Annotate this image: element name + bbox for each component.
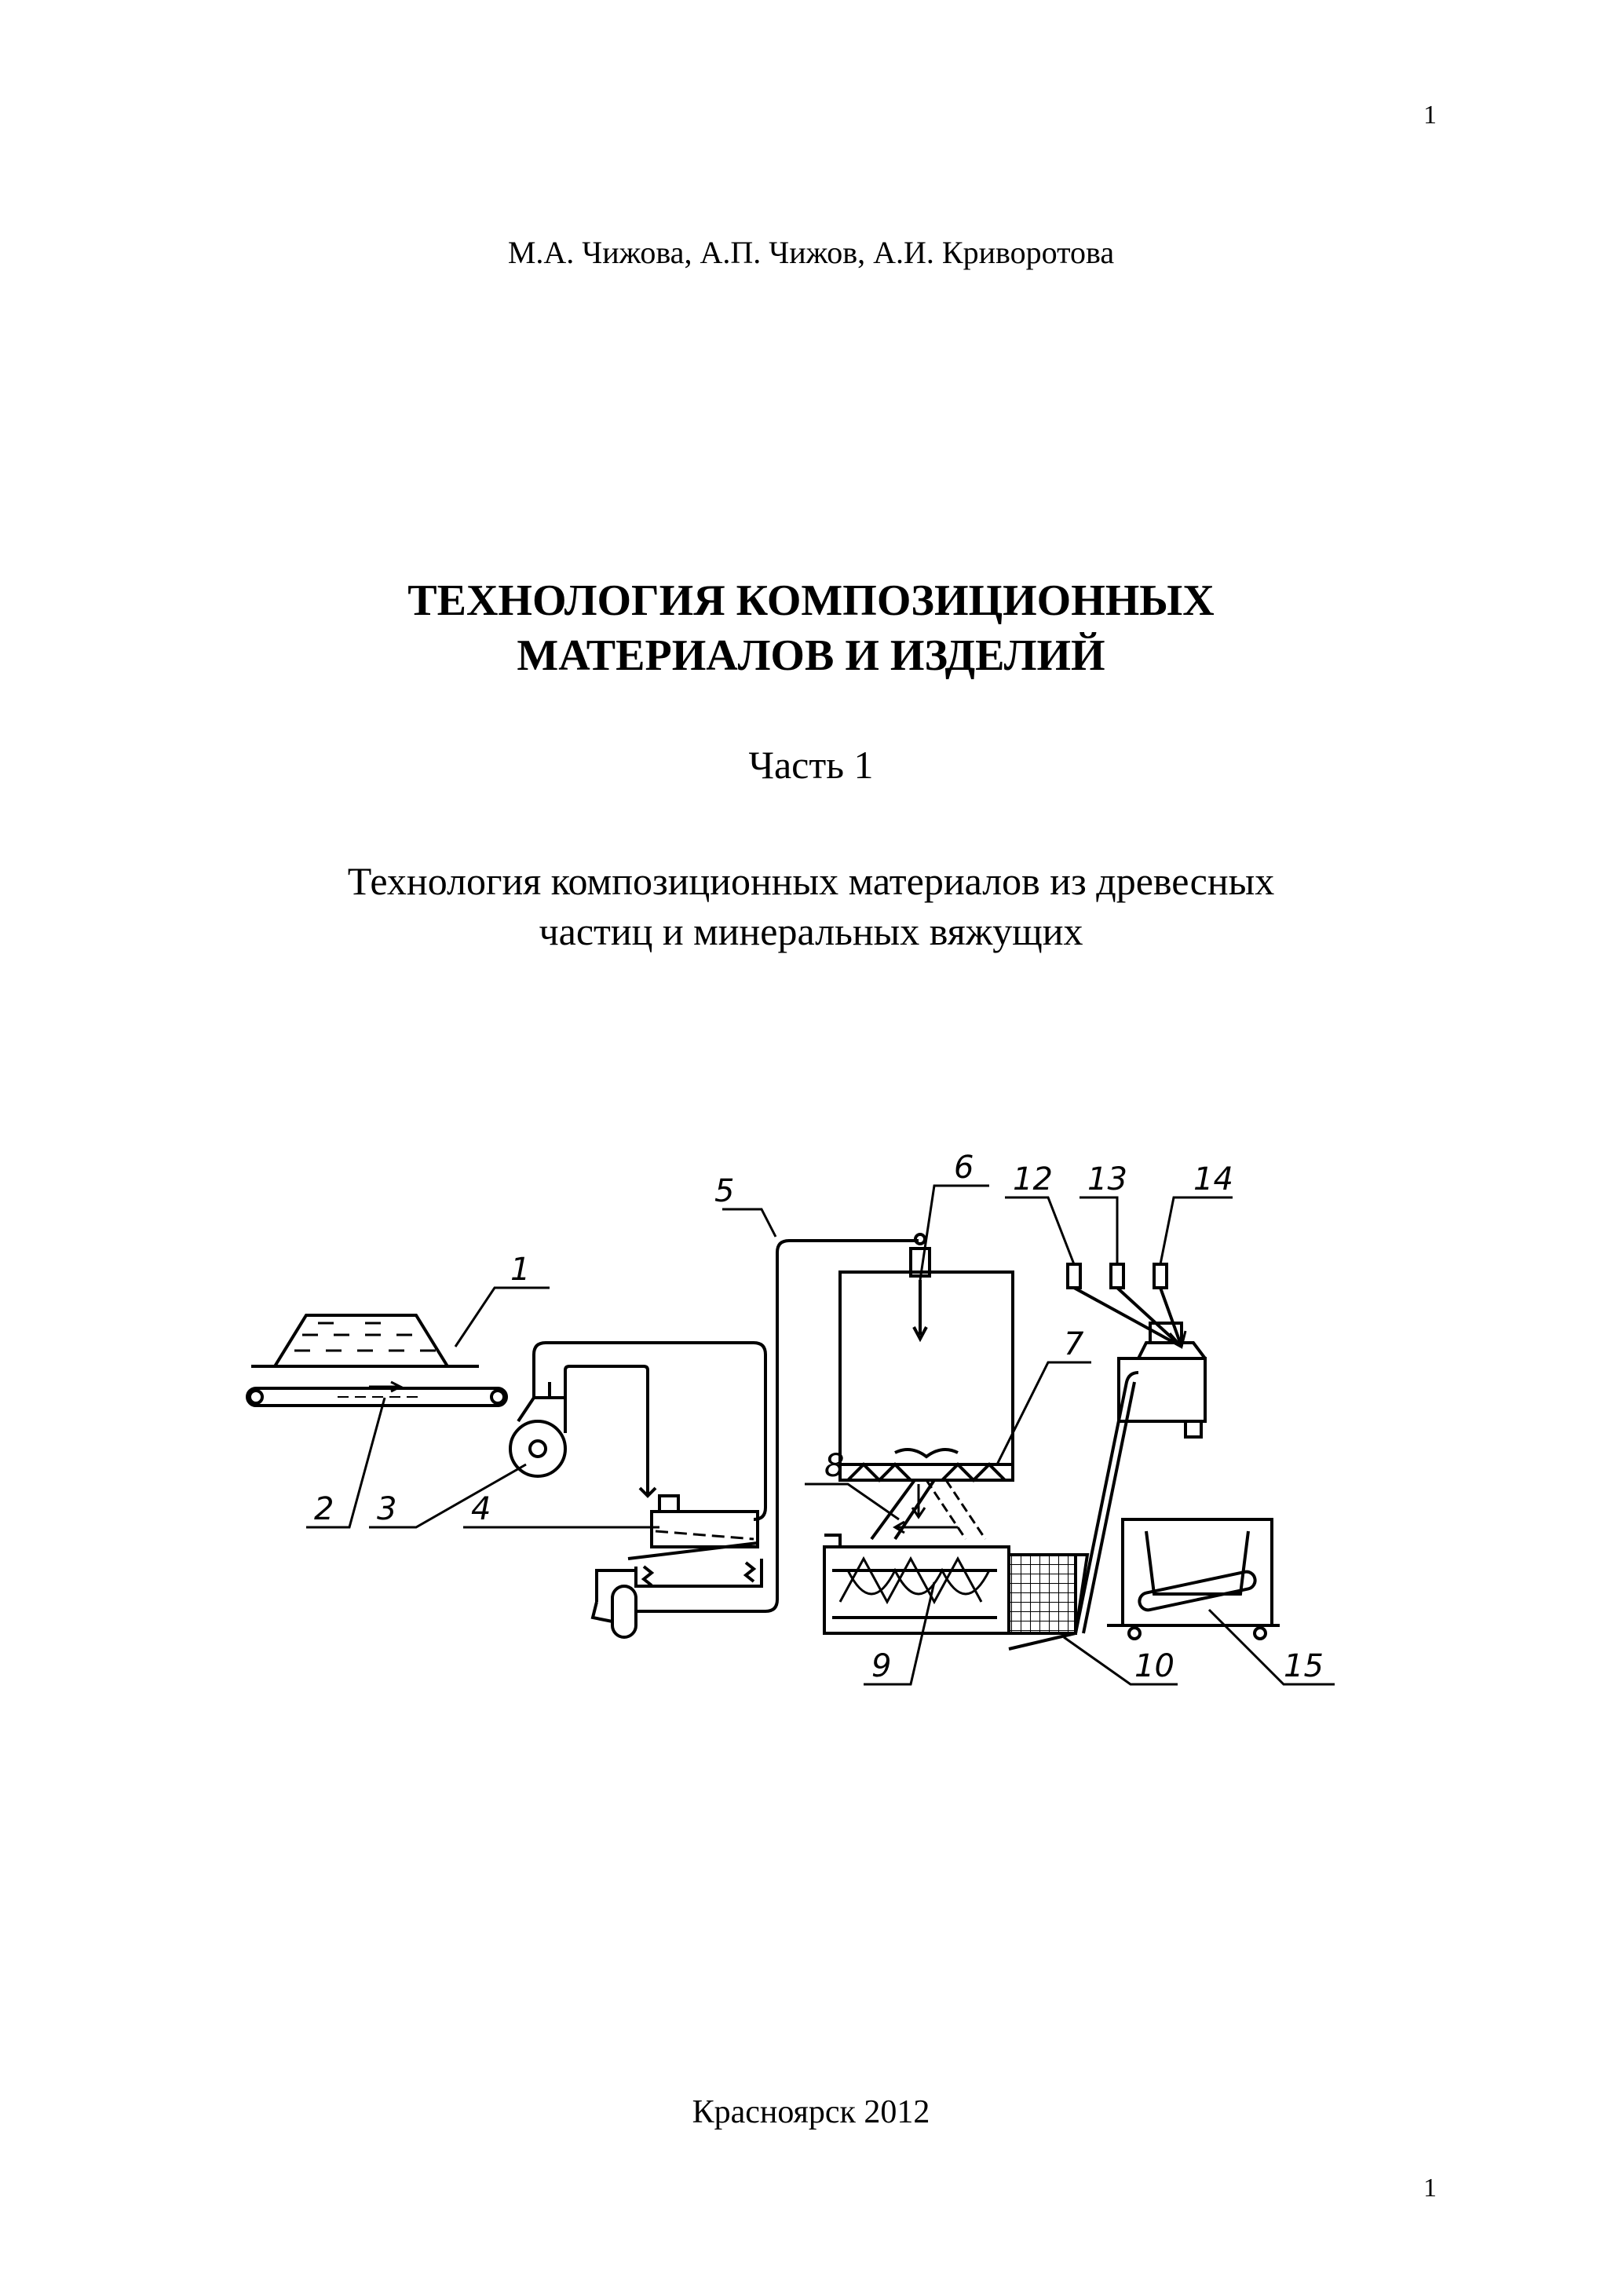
- molding-trolley: [1107, 1519, 1280, 1639]
- label-8: 8: [824, 1448, 845, 1484]
- chutes: [871, 1480, 985, 1539]
- book-subtitle-line-1: Технология композиционных материалов из древесных: [347, 859, 1275, 903]
- page-number-top: 1: [1423, 101, 1437, 130]
- book-title: [0, 573, 1622, 683]
- crusher-unit: [510, 1382, 565, 1476]
- label-14: 14: [1193, 1161, 1233, 1197]
- label-15: 15: [1284, 1648, 1324, 1684]
- label-9: 9: [871, 1648, 892, 1684]
- part-number: Часть 1: [748, 743, 874, 787]
- mixer: [824, 1535, 1009, 1633]
- label-7: 7: [1064, 1326, 1084, 1362]
- book-title-line-2: МАТЕРИАЛОВ И ИЗДЕЛИЙ: [517, 631, 1105, 680]
- label-6: 6: [954, 1150, 974, 1186]
- authors: М.А. Чижова, А.П. Чижов, А.И. Криворотова: [507, 235, 1115, 270]
- book-subtitle-line-2: частиц и минеральных вяжущих: [539, 909, 1083, 953]
- process-schematic-figure: [220, 1131, 1445, 1790]
- pneumatic-piping: [534, 1241, 919, 1637]
- book-subtitle: [0, 856, 1622, 956]
- city-year: Красноярск 2012: [692, 2094, 930, 2130]
- page-number-bottom: 1: [1423, 2174, 1437, 2203]
- dosing-unit: [1068, 1264, 1205, 1437]
- label-5: 5: [714, 1173, 735, 1209]
- label-3: 3: [377, 1491, 397, 1527]
- label-10: 10: [1134, 1648, 1174, 1684]
- label-13: 13: [1087, 1161, 1127, 1197]
- label-12: 12: [1013, 1161, 1053, 1197]
- leader-lines: [306, 1186, 1335, 1684]
- tank-screw-feeder: [840, 1450, 1013, 1480]
- label-1: 1: [510, 1252, 531, 1288]
- vibrating-screen: [628, 1496, 762, 1586]
- belt-conveyor: [247, 1382, 506, 1406]
- raw-material-pile: [251, 1315, 479, 1366]
- tank-hopper: [840, 1234, 1013, 1480]
- label-2: 2: [314, 1491, 334, 1527]
- book-title-line-1: ТЕХНОЛОГИЯ КОМПОЗИЦИОННЫХ: [407, 576, 1215, 625]
- label-4: 4: [471, 1491, 491, 1527]
